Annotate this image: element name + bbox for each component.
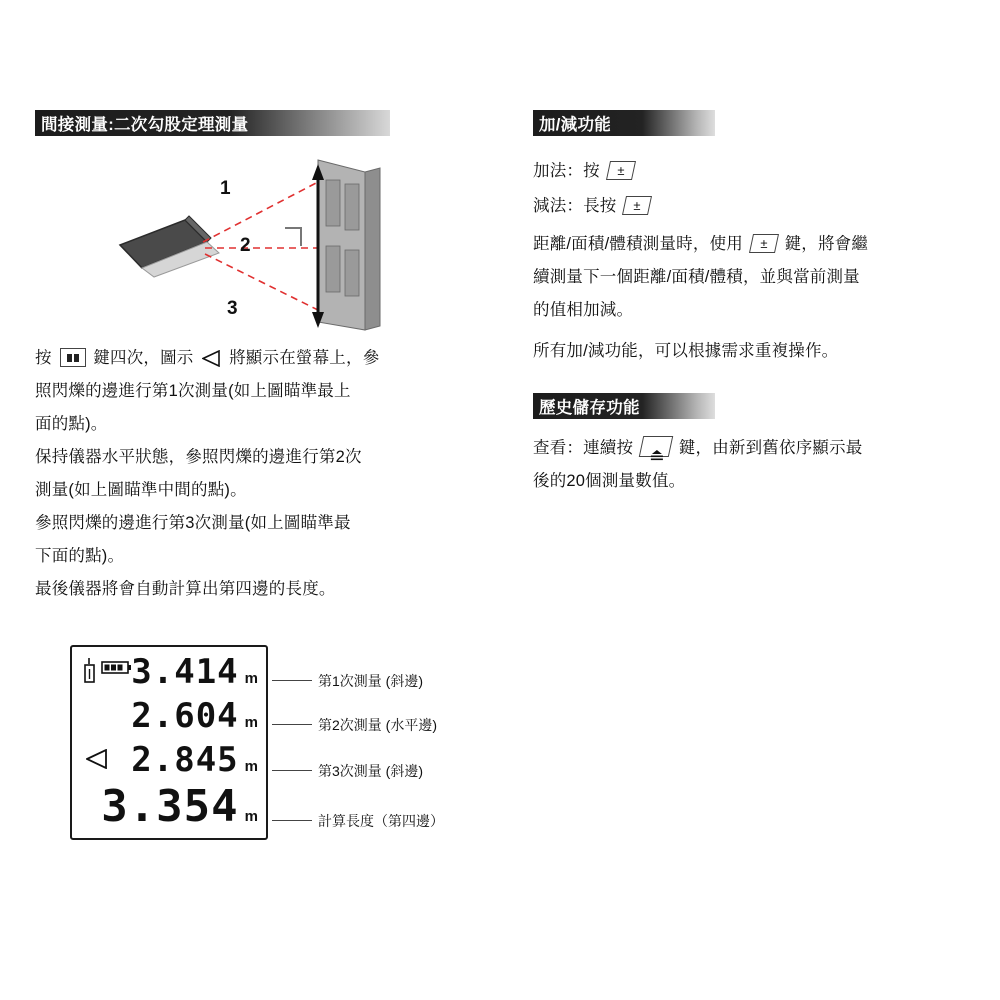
instruction-line-5: 測量(如上圖瞄準中間的點)。 bbox=[35, 481, 247, 499]
section-header-history bbox=[533, 393, 715, 419]
instruction-line-3: 面的點)。 bbox=[35, 415, 108, 433]
add-label: 加法：按 bbox=[533, 162, 600, 180]
addsub-body bbox=[533, 228, 978, 368]
diagram-label-3: 3 bbox=[227, 298, 238, 319]
history-line-2: 後的20個測量數值。 bbox=[533, 472, 686, 490]
addsub-body-line-3: 的值相加減。 bbox=[533, 301, 634, 319]
plus-minus-key-icon-3 bbox=[749, 234, 779, 253]
lcd-value-3: 2.845 bbox=[131, 740, 239, 780]
lcd-triangle-indicator bbox=[86, 749, 108, 774]
lcd-unit-4: m bbox=[244, 808, 258, 825]
addsub-add-line bbox=[533, 155, 637, 188]
lcd-row-3 bbox=[131, 740, 258, 780]
addsub-body-line1-after: 鍵，將會繼 bbox=[784, 235, 869, 253]
instruction-line1-before: 按 bbox=[35, 349, 52, 367]
plus-minus-glyph-1: ± bbox=[616, 163, 625, 178]
lcd-unit-3: m bbox=[244, 758, 258, 775]
history-key-icon bbox=[639, 436, 673, 457]
diagram-label-1: 1 bbox=[220, 178, 231, 199]
plus-minus-key-icon-1 bbox=[606, 161, 636, 180]
history-glyph bbox=[649, 441, 663, 453]
history-line1-before: 查看：連續按 bbox=[533, 439, 634, 457]
lcd-unit-1: m bbox=[244, 670, 258, 687]
instruction-line1-after-triangle: 將顯示在螢幕上，參 bbox=[229, 349, 380, 367]
unit-mode-key-icon bbox=[60, 348, 86, 367]
lcd-unit-2: m bbox=[244, 714, 258, 731]
sub-label: 減法：長按 bbox=[533, 197, 617, 215]
instruction-line-8: 最後儀器將會自動計算出第四邊的長度。 bbox=[35, 580, 336, 598]
instruction-line-6: 參照閃爍的邊進行第3次測量(如上圖瞄準最 bbox=[35, 514, 351, 532]
instruction-line-4: 保持儀器水平狀態，參照閃爍的邊進行第2次 bbox=[35, 448, 362, 466]
addsub-body-line-4: 所有加/減功能，可以根據需求重複操作。 bbox=[533, 342, 839, 360]
indirect-instructions bbox=[35, 342, 485, 606]
callout-4: 計算長度（第四邊） bbox=[318, 813, 444, 829]
plus-minus-key-icon-2 bbox=[622, 196, 652, 215]
history-line-1 bbox=[533, 432, 978, 465]
lcd-row-4 bbox=[101, 781, 258, 832]
plus-minus-glyph-2: ± bbox=[633, 198, 641, 213]
lcd-value-2: 2.604 bbox=[131, 696, 239, 736]
triangle-left-icon bbox=[202, 346, 220, 363]
addsub-body-line-2: 續測量下一個距離/面積/體積，並與當前測量 bbox=[533, 268, 860, 286]
lcd-row-2 bbox=[131, 696, 258, 736]
lcd-display bbox=[70, 645, 268, 840]
callout-3: 第3次測量 (斜邊) bbox=[318, 763, 423, 779]
addsub-body-line-1 bbox=[533, 228, 978, 261]
wall-graphic bbox=[318, 160, 380, 330]
callout-line-4 bbox=[272, 820, 312, 821]
addsub-body-line1-before: 距離/面積/體積測量時，使用 bbox=[533, 235, 743, 253]
indirect-measurement-diagram bbox=[35, 150, 465, 335]
callout-line-2 bbox=[272, 724, 312, 725]
lcd-value-4: 3.354 bbox=[101, 781, 239, 832]
section-title-indirect: 間接測量:二次勾股定理測量 bbox=[41, 116, 249, 134]
section-title-history: 歷史儲存功能 bbox=[539, 399, 640, 417]
history-line1-after: 鍵，由新到舊依序顯示最 bbox=[678, 439, 863, 457]
instruction-line-7: 下面的點)。 bbox=[35, 547, 125, 565]
history-body bbox=[533, 432, 978, 498]
right-angle-marker bbox=[285, 228, 301, 246]
callout-line-3 bbox=[272, 770, 312, 771]
callout-1: 第1次測量 (斜邊) bbox=[318, 673, 423, 689]
instruction-line-2: 照閃爍的邊進行第1次測量(如上圖瞄準最上 bbox=[35, 382, 351, 400]
section-title-addsub: 加/減功能 bbox=[539, 116, 612, 134]
plus-minus-glyph-3: ± bbox=[760, 236, 768, 251]
callout-line-1 bbox=[272, 680, 312, 681]
addsub-sub-line bbox=[533, 190, 653, 223]
laser-device-graphic bbox=[120, 216, 219, 277]
lcd-value-1: 3.414 bbox=[131, 652, 239, 692]
diagram-label-2: 2 bbox=[240, 235, 251, 256]
instruction-line-1 bbox=[35, 342, 485, 375]
callout-2: 第2次測量 (水平邊) bbox=[318, 717, 437, 733]
lcd-row-1 bbox=[131, 652, 258, 692]
section-header-indirect bbox=[35, 110, 390, 136]
section-header-addsub bbox=[533, 110, 715, 136]
instruction-line1-after-key: 鍵四次，圖示 bbox=[93, 349, 194, 367]
